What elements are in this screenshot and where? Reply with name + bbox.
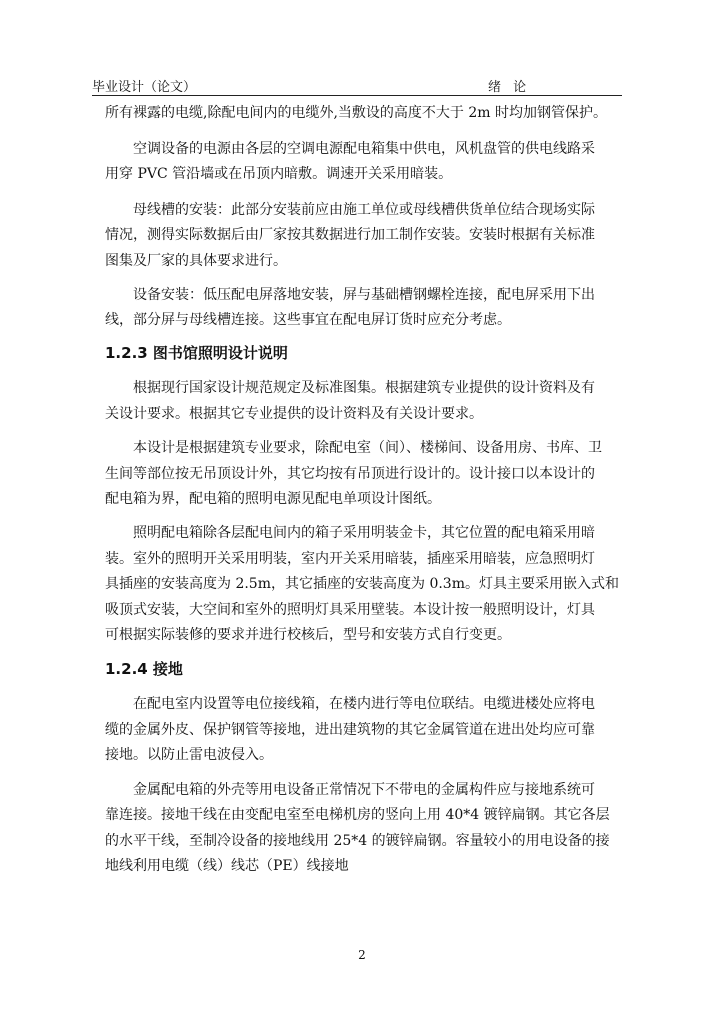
section-heading: 1.2.4 接地 [105,660,183,678]
body-line: 靠连接。接地干线在由变配电室至电梯机房的竖向上用 40*4 镀锌扁钢。其它各层 [105,807,610,823]
header-rule [92,95,622,96]
body-line: 线，部分屏与母线槽连接。这些事宜在配电屏订货时应充分考虑。 [105,312,511,328]
page-number: 2 [358,948,366,962]
body-line: 在配电室内设置等电位接线箱，在楼内进行等电位联结。电缆进楼处应将电 [133,696,595,712]
body-line: 具插座的安装高度为 2.5m，其它插座的安装高度为 0.3m。灯具主要采用嵌入式和 [105,576,619,592]
body-line: 照明配电箱除各层配电间内的箱子采用明装金卡，其它位置的配电箱采用暗 [133,525,595,541]
body-line: 地线利用电缆（线）线芯（PE）线接地 [105,858,349,874]
page-header [92,76,622,96]
body-line: 母线槽的安装：此部分安装前应由施工单位或母线槽供货单位结合现场实际 [133,202,595,218]
body-line: 吸顶式安装，大空间和室外的照明灯具采用壁装。本设计按一般照明设计，灯具 [105,602,595,618]
body-line: 用穿 PVC 管沿墙或在吊顶内暗敷。调速开关采用暗装。 [105,166,453,182]
body-line: 的水平干线，至制冷设备的接地线用 25*4 的镀锌扁钢。容量较小的用电设备的接 [105,833,610,849]
body-line: 配电箱为界，配电箱的照明电源见配电单项设计图纸。 [105,491,441,507]
body-line: 空调设备的电源由各层的空调电源配电箱集中供电，风机盘管的供电线路采 [133,141,595,157]
body-line: 接地。以防止雷电波侵入。 [105,747,273,763]
header-left-title: 毕业设计（论文） [92,80,197,95]
body-line: 所有裸露的电缆,除配电间内的电缆外,当敷设的高度不大于 2m 时均加钢管保护。 [105,105,607,121]
body-line: 生间等部位按无吊顶设计外，其它均按有吊顶进行设计的。设计接口以本设计的 [105,466,595,482]
body-line: 装。室外的照明开关采用明装，室内开关采用暗装，插座采用暗装，应急照明灯 [105,551,595,567]
body-line: 情况，测得实际数据后由厂家按其数据进行加工制作安装。安装时根据有关标准 [105,227,595,243]
body-line: 关设计要求。根据其它专业提供的设计资料及有关设计要求。 [105,406,483,422]
body-line: 本设计是根据建筑专业要求，除配电室（间）、楼梯间、设备用房、书库、卫 [133,440,602,456]
body-line: 根据现行国家设计规范规定及标准图集。根据建筑专业提供的设计资料及有 [133,380,595,396]
section-heading: 1.2.3 图书馆照明设计说明 [105,344,288,362]
body-line: 图集及厂家的具体要求进行。 [105,253,287,269]
body-line: 金属配电箱的外壳等用电设备正常情况下不带电的金属构件应与接地系统可 [133,782,595,798]
body-line: 可根据实际装修的要求并进行校核后，型号和安装方式自行变更。 [105,627,511,643]
header-right-title: 绪 论 [488,80,531,95]
body-line: 缆的金属外皮、保护钢管等接地，进出建筑物的其它金属管道在进出处均应可靠 [105,722,595,738]
body-line: 设备安装：低压配电屏落地安装，屏与基础槽钢螺栓连接，配电屏采用下出 [133,287,595,303]
